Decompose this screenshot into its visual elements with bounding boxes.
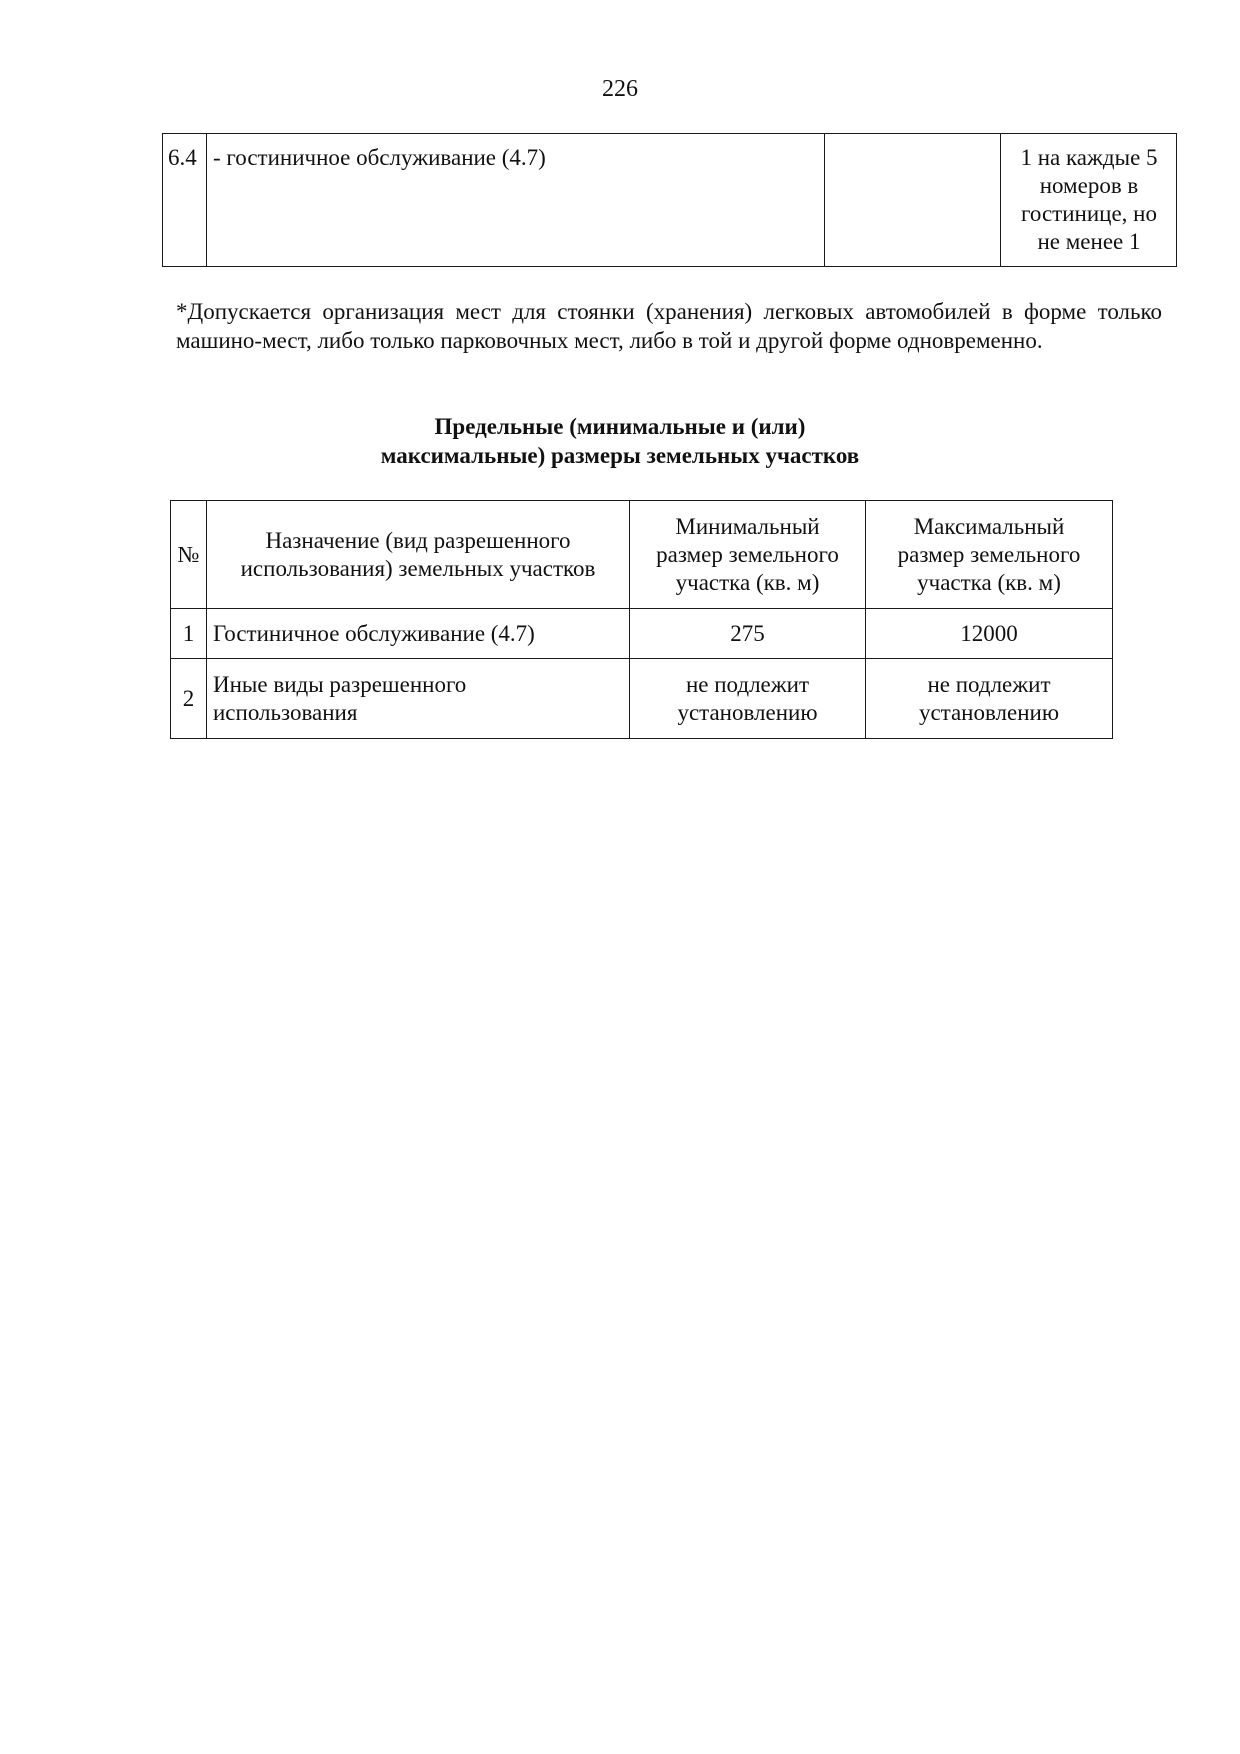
header-max-size xyxy=(866,501,1113,609)
header-line: Минимальный xyxy=(675,513,820,539)
page-number: 226 xyxy=(602,76,638,102)
empty-cell xyxy=(825,134,1001,267)
table-header-row xyxy=(171,501,1113,609)
header-line: размер земельного xyxy=(656,541,839,567)
section-title-line: максимальные) размеры земельных участков xyxy=(380,443,860,468)
header-min-size xyxy=(630,501,866,609)
table-row xyxy=(171,609,1113,659)
section-title-line: Предельные (минимальные и (или) xyxy=(434,414,806,439)
max-size-cell xyxy=(866,609,1113,659)
cell-line: использования xyxy=(213,699,358,725)
cell-line: 275 xyxy=(730,620,765,646)
max-size-cell xyxy=(866,659,1113,739)
cell-line: 12000 xyxy=(960,620,1018,646)
land-use-cell: - гостиничное обслуживание (4.7) xyxy=(207,134,825,267)
section-title xyxy=(0,412,1240,470)
header-line: Максимальный xyxy=(913,513,1065,539)
header-land-use xyxy=(207,501,630,609)
header-line: Назначение (вид разрешенного xyxy=(265,527,571,553)
parking-requirements-table xyxy=(162,133,1177,267)
header-number: № xyxy=(171,501,207,609)
norm-line: 1 на каждые 5 xyxy=(1020,145,1158,170)
footnote-paragraph: *Допускается организация мест для стоянки (хранения) легковых автомобилей в форме только машино-мест, либо только парковочных мест, либо в той и другой форме одновременно. xyxy=(176,299,1162,353)
land-use-cell xyxy=(207,659,630,739)
row-number-cell: 6.4 xyxy=(163,134,207,267)
row-number-cell: 1 xyxy=(171,609,207,659)
header-line: участка (кв. м) xyxy=(917,569,1061,595)
min-size-cell xyxy=(630,609,866,659)
cell-line: не подлежит xyxy=(685,671,810,697)
cell-line: установлению xyxy=(918,699,1060,725)
norm-line: гостинице, но xyxy=(1021,201,1157,226)
header-line: использования) земельных участков xyxy=(240,555,596,581)
header-line: размер земельного xyxy=(897,541,1081,567)
header-line: участка (кв. м) xyxy=(675,569,820,595)
cell-line: Иные виды разрешенного xyxy=(213,671,467,697)
row-number-cell: 2 xyxy=(171,659,207,739)
cell-line: не подлежит xyxy=(927,671,1051,697)
land-use-cell xyxy=(207,609,630,659)
norm-line: номеров в xyxy=(1039,173,1139,198)
cell-line: установлению xyxy=(677,699,818,725)
table-row xyxy=(163,134,1177,267)
parking-norm-cell xyxy=(1001,134,1177,267)
norm-line: не менее 1 xyxy=(1037,229,1141,254)
table-row xyxy=(171,659,1113,739)
cell-line: Гостиничное обслуживание (4.7) xyxy=(213,620,535,646)
min-size-cell xyxy=(630,659,866,739)
land-plot-sizes-table xyxy=(170,500,1113,739)
